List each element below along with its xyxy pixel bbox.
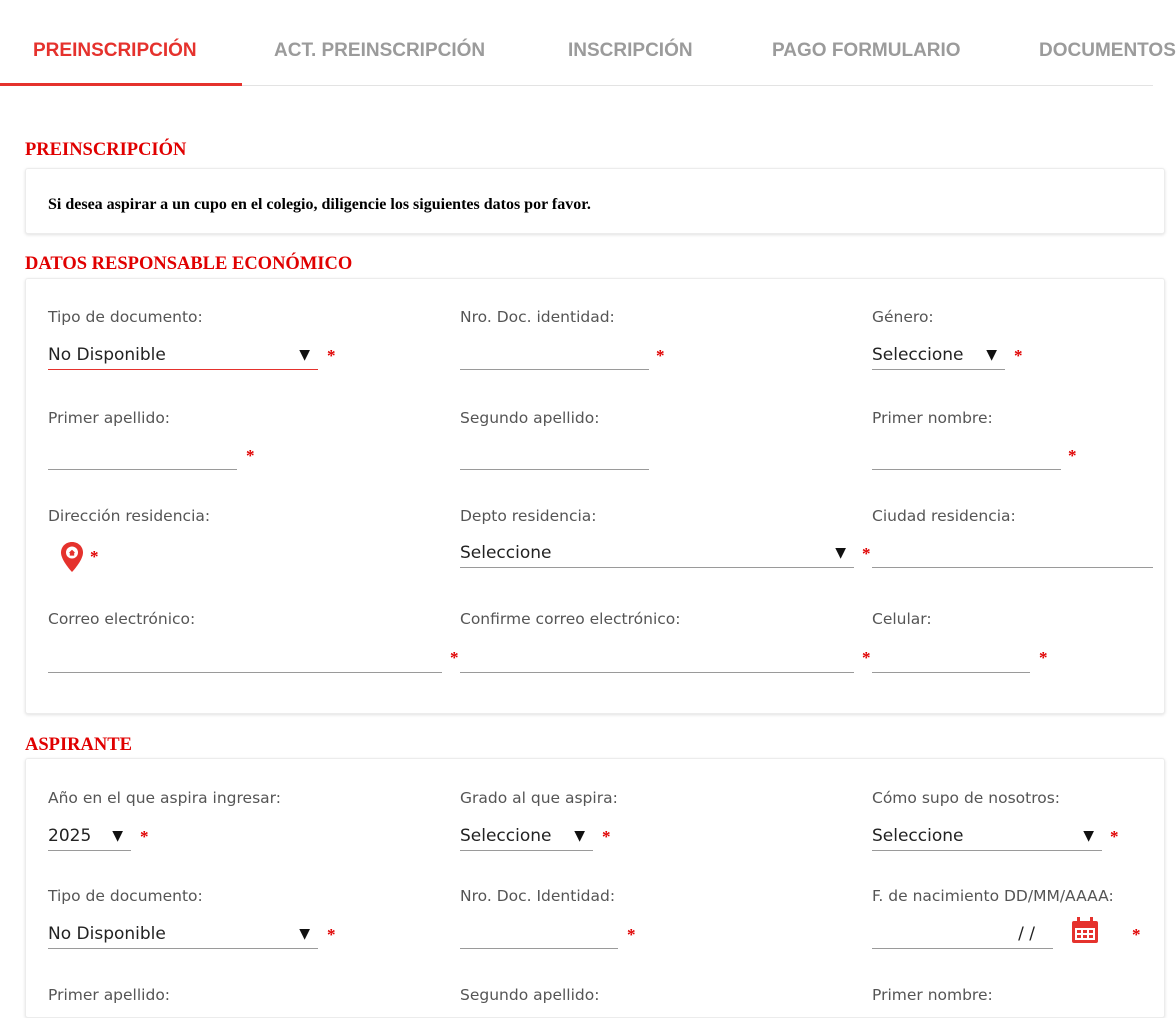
tab-documentos[interactable]: DOCUMENTOS: [1039, 40, 1176, 61]
nro-doc-input[interactable]: [460, 340, 649, 370]
direccion-label: Dirección residencia:: [48, 507, 211, 525]
tipo-doc-label: Tipo de documento:: [48, 308, 203, 326]
chevron-down-icon: ▼: [299, 347, 310, 363]
segundo-apellido-label: Segundo apellido:: [460, 409, 600, 427]
aspirante-primer-nombre-label: Primer nombre:: [872, 986, 993, 1004]
grado-select[interactable]: Seleccione ▼: [460, 821, 593, 851]
segundo-apellido-input[interactable]: [460, 440, 649, 470]
responsable-title: DATOS RESPONSABLE ECONÓMICO: [25, 254, 353, 274]
required-mark: *: [1110, 827, 1119, 846]
depto-label: Depto residencia:: [460, 507, 597, 525]
genero-label: Género:: [872, 308, 934, 326]
required-mark: *: [90, 547, 99, 566]
como-supo-select[interactable]: Seleccione ▼: [872, 821, 1102, 851]
tab-preinscripcion[interactable]: PREINSCRIPCIÓN: [33, 40, 197, 61]
aspirante-tipo-doc-select[interactable]: No Disponible ▼: [48, 919, 318, 949]
fecha-nacimiento-label: F. de nacimiento DD/MM/AAAA:: [872, 887, 1114, 905]
correo-input[interactable]: [48, 643, 442, 673]
required-mark: *: [602, 827, 611, 846]
required-mark: *: [246, 446, 255, 465]
ciudad-label: Ciudad residencia:: [872, 507, 1016, 525]
aspirante-primer-apellido-label: Primer apellido:: [48, 986, 171, 1004]
aspirante-tipo-doc-label: Tipo de documento:: [48, 887, 203, 905]
confirme-correo-input[interactable]: [460, 643, 854, 673]
required-mark: *: [1132, 925, 1141, 944]
preinscripcion-title: PREINSCRIPCIÓN: [25, 140, 187, 160]
active-tab-indicator: [0, 83, 242, 86]
required-mark: *: [1068, 446, 1077, 465]
anio-label: Año en el que aspira ingresar:: [48, 789, 281, 807]
grado-label: Grado al que aspira:: [460, 789, 618, 807]
required-mark: *: [656, 346, 665, 365]
chevron-down-icon: ▼: [299, 926, 310, 942]
correo-label: Correo electrónico:: [48, 610, 196, 628]
aspirante-segundo-apellido-label: Segundo apellido:: [460, 986, 600, 1004]
required-mark: *: [1014, 346, 1023, 365]
intro-text: Si desea aspirar a un cupo en el colegio, diligencie los siguientes datos por favor.: [48, 196, 591, 213]
anio-select[interactable]: 2025 ▼: [48, 821, 131, 851]
fecha-nacimiento-input[interactable]: / /: [872, 919, 1053, 949]
depto-select[interactable]: Seleccione ▼: [460, 538, 854, 568]
required-mark: *: [327, 346, 336, 365]
primer-nombre-input[interactable]: [872, 440, 1061, 470]
chevron-down-icon: ▼: [112, 828, 123, 844]
map-pin-icon[interactable]: [60, 541, 84, 573]
calendar-icon[interactable]: [1069, 914, 1101, 946]
chevron-down-icon: ▼: [1083, 828, 1094, 844]
primer-apellido-label: Primer apellido:: [48, 409, 171, 427]
ciudad-input[interactable]: [872, 538, 1153, 568]
tab-act-preinscripcion[interactable]: ACT. PREINSCRIPCIÓN: [274, 40, 486, 61]
required-mark: *: [862, 544, 871, 563]
required-mark: *: [627, 925, 636, 944]
chevron-down-icon: ▼: [574, 828, 585, 844]
celular-label: Celular:: [872, 610, 932, 628]
aspirante-title: ASPIRANTE: [25, 735, 132, 755]
chevron-down-icon: ▼: [986, 347, 997, 363]
aspirante-nro-doc-input[interactable]: [460, 919, 618, 949]
required-mark: *: [1039, 648, 1048, 667]
tab-bar: [0, 0, 1176, 86]
confirme-correo-label: Confirme correo electrónico:: [460, 610, 681, 628]
required-mark: *: [862, 648, 871, 667]
aspirante-nro-doc-label: Nro. Doc. Identidad:: [460, 887, 616, 905]
tipo-doc-select[interactable]: No Disponible ▼: [48, 340, 318, 370]
celular-input[interactable]: [872, 643, 1030, 673]
required-mark: *: [140, 827, 149, 846]
nro-doc-label: Nro. Doc. identidad:: [460, 308, 615, 326]
tab-pago-formulario[interactable]: PAGO FORMULARIO: [772, 40, 961, 61]
tab-inscripcion[interactable]: INSCRIPCIÓN: [568, 40, 693, 61]
required-mark: *: [327, 925, 336, 944]
primer-nombre-label: Primer nombre:: [872, 409, 993, 427]
genero-select[interactable]: Seleccione ▼: [872, 340, 1005, 370]
required-mark: *: [450, 648, 459, 667]
primer-apellido-input[interactable]: [48, 440, 237, 470]
chevron-down-icon: ▼: [835, 545, 846, 561]
como-supo-label: Cómo supo de nosotros:: [872, 789, 1061, 807]
